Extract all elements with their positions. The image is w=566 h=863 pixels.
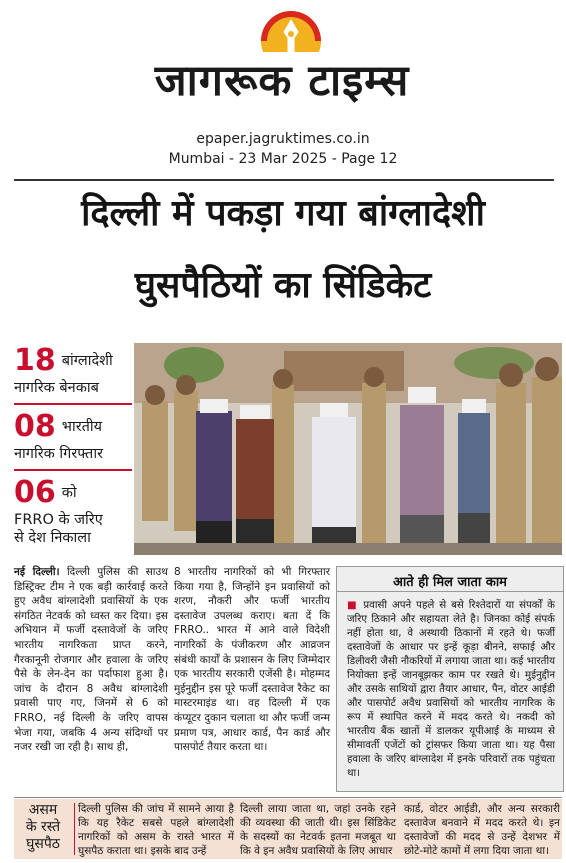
stat-row: [14, 411, 134, 443]
bottom-box-label: [14, 802, 72, 853]
sidebar-title: आते ही मिल जाता काम: [393, 575, 507, 590]
stat-label: से देश निकाला: [14, 530, 91, 546]
sidebar-box: [336, 566, 564, 792]
stat-label: बांग्लादेशी: [61, 353, 113, 369]
stat-label: नागरिक गिरफ्तार: [14, 446, 104, 462]
stat-row: [14, 477, 134, 509]
label-line: घुसपैठ: [26, 836, 60, 852]
stats-panel: [14, 343, 134, 555]
stat-number: 08: [14, 409, 56, 444]
stat-label: FRRO के जरिए: [14, 512, 103, 528]
stat-number: 06: [14, 475, 56, 510]
divider: [14, 469, 132, 471]
epaper-url: epaper.jagruktimes.co.in: [196, 131, 370, 147]
divider: [14, 403, 132, 405]
article-text: दिल्ली पुलिस की साउथ डिस्ट्रिक्ट टीम ने एक बड़ी कार्रवाई करते हुए अवैध बांग्लादेशी प्रवासियों के एक संगठित नेटवर्क को ध्वस्त कर दिया। इस अभियान में फर्जी दस्तावेजों के जरिए भारतीय नागरिकता प्राप्त करने, गैरकानूनी रोजगार और हवाला के जरिए पैसे के लेन-देन का पर्दाफाश हुआ है। जांच के दौरान 8 अवैध बांग्लादेशी प्रवासी पाए गए, जिनमें से 6 को FRRO, नई दिल्ली के जरिए वापस भेजा गया, जबकि 4 अन्य संदिग्धों पर नजर रखी जा रही है। साथ ही,: [14, 566, 168, 754]
article-column-2: 8 भारतीय नागरिकों को भी गिरफ्तार किया गया है, जिन्होंने इन प्रवासियों को शरण, नौकरी और फर्जी भारतीय दस्तावेज उपलब्ध कराए। बता दें कि FRRO.. भारत में आने वाले विदेशी नागरिकों के पंजीकरण और आव्रजन संबंधी कार्यों के प्रशासन के लिए जिम्मेदार एक भारतीय सरकारी एजेंसी है। मोहम्मद मुईनुद्दीन इस पूरे फर्जी दस्तावेज रैकेट का मास्टरमाइंड था। वह दिल्ली में एक कंप्यूटर दुकान चलाता था और फर्जी जन्म प्रमाण पत्र, आधार कार्ड, पैन कार्ड और पासपोर्ट तैयार करता था।: [174, 566, 330, 754]
stat-number: 18: [14, 343, 56, 378]
sidebar-text: [347, 599, 555, 781]
divider: [14, 179, 554, 181]
stat-label: भारतीय: [61, 419, 103, 435]
label-line: के रस्ते: [25, 819, 61, 835]
headline-line-2: घुसपैठियों का सिंडिकेट: [134, 265, 432, 306]
headline-line-1: दिल्ली में पकड़ा गया बांग्लादेशी: [81, 193, 485, 234]
article-column-1: [14, 565, 168, 783]
divider: [337, 591, 563, 592]
divider: [14, 797, 562, 798]
edition-info: Mumbai - 23 Mar 2025 - Page 12: [168, 151, 398, 167]
newspaper-title: जागरूक टाइम्स: [154, 56, 410, 106]
dateline: नई दिल्ली।: [14, 566, 60, 578]
label-line: असम: [28, 802, 58, 818]
stat-label: नागरिक बेनकाब: [14, 380, 99, 396]
bottom-column-1: दिल्ली पुलिस की जांच में सामने आया है कि यह रैकेट सबसे पहले बांग्लादेशी नागरिकों को असम के रास्ते भारत में घुसपैठ कराता था। इसके बाद उन्हें: [78, 803, 234, 857]
stat-row: [14, 345, 134, 377]
sidebar-body: प्रवासी अपने पहले से बसे रिश्तेदारों या संपर्कों के जरिए ठिकाने और सहायता लेते है। जिनका कोई संपर्क नहीं होता था, वे अस्थायी ठिकानों में रहते थे। फर्जी दस्तावेजों के आधार पर इन्हें कूड़ा बीनने, सफाई और डिलीवरी जैसी नौकरियों में लगाया जाता था। कई भारतीय नियोक्ता इन्हें जानबूझकर काम पर रखते थे। मुईनुद्दीन और उसके साथियों द्वारा तैयार आधार, पैन, वोटर आईडी और पासपोर्ट अवैध प्रवासियों को भारतीय नागरिक के रूप में स्थापित करने में मदद करते थे। नकदी को भारतीय बैंक खातों में डालकर यूपीआई के माध्यम से सीमावर्ती एजेंटों को ट्रांसफर किया जाता था। यह पैसा हवाला के जरिए बांग्लादेश में इनके परिवारों तक पहुंचता था।: [347, 600, 555, 779]
bottom-column-2: दिल्ली लाया जाता था, जहां उनके रहने की व्यवस्था की जाती थी। इस सिंडिकेट के सदस्यों का नेटवर्क इतना मजबूत था कि वे इन अवैध प्रवासियों के लिए आधार: [240, 803, 396, 857]
stat-label: को: [61, 485, 77, 501]
bullet-icon: ■: [347, 600, 359, 611]
news-photo-arrested-group: [134, 343, 562, 555]
bottom-column-3: कार्ड, वोटर आईडी, और अन्य सरकारी दस्तावेज बनवाने में मदद करते थे। इन दस्तावेजों की मदद से उन्हें देशभर में छोटे-मोटे कामों में लगा दिया जाता था।: [404, 803, 560, 857]
divider: [74, 803, 75, 855]
